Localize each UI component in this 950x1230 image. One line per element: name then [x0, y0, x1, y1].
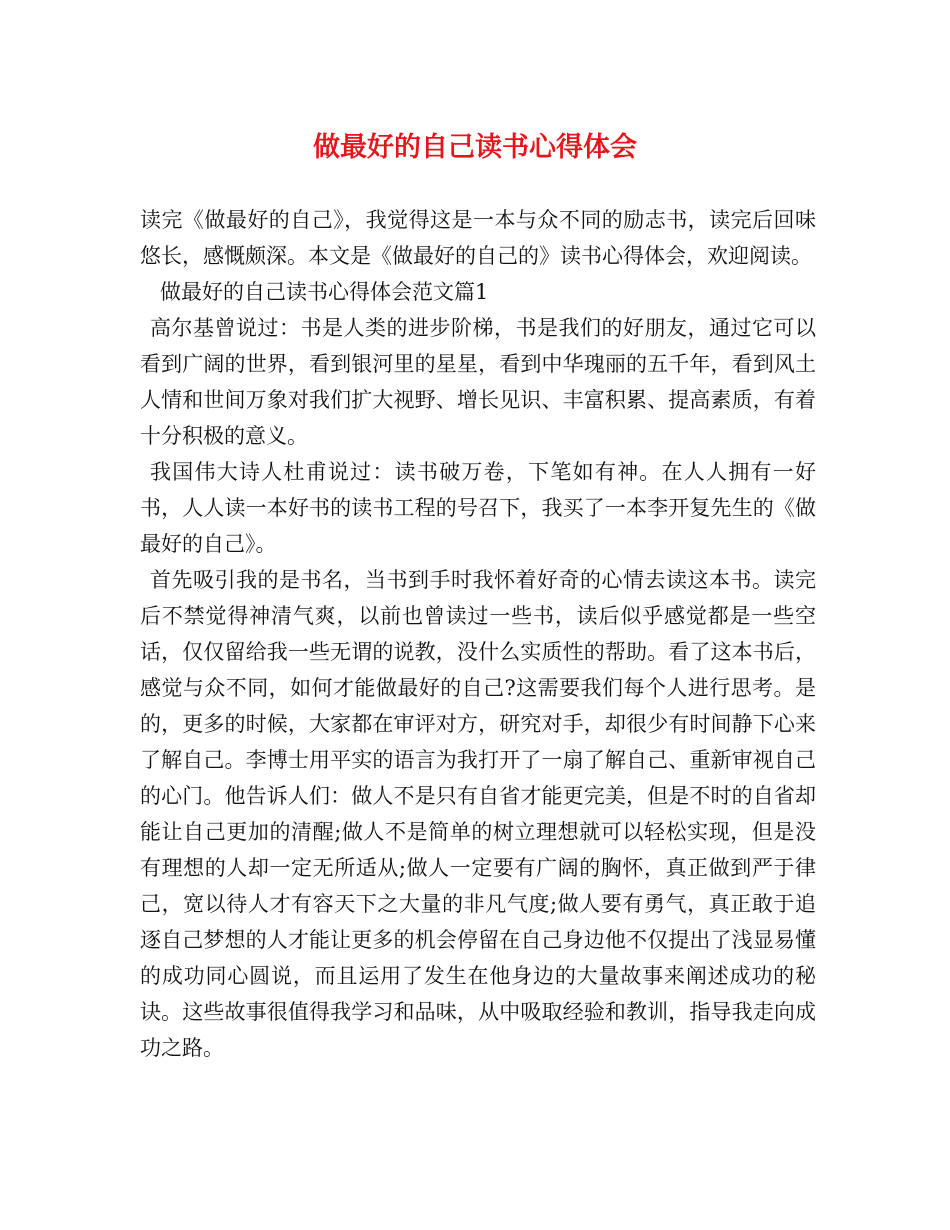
intro-paragraph: 读完《做最好的自己》，我觉得这是一本与众不同的励志书，读完后回味悠长，感慨颇深。本文是《做最好的自己的》读书心得体会，欢迎阅读。: [140, 208, 816, 268]
section-heading: 做最好的自己读书心得体会范文篇1: [160, 280, 489, 304]
paragraph-book-review: 首先吸引我的是书名，当书到手时我怀着好奇的心情去读这本书。读完后不禁觉得神清气爽，以前也曾读过一些书，读后似乎感觉都是一些空话，仅仅留给我一些无谓的说教，没什么实质性的帮助。看了这本书后，感觉与众不同，如何才能做最好的自己?这需要我们每个人进行思考。是的，更多的时候，大家都在审评对方，研究对手，却很少有时间静下心来了解自己。李博士用平实的语言为我打开了一扇了解自己、重新审视自己的心门。他告诉人们：做人不是只有自省才能更完美，但是不时的自省却能让自己更加的清醒;做人不是简单的树立理想就可以轻松实现，但是没有理想的人却一定无所适从;做人一定要有广阔的胸怀，真正做到严于律己，宽以待人才有容天下之大量的非凡气度;做人要有勇气，真正敢于追逐自己梦想的人才能让更多的机会停留在自己身边他不仅提出了浅显易懂的成功同心圆说，而且运用了发生在他身边的大量故事来阐述成功的秘诀。这些故事很值得我学习和品味，从中吸取经验和教训，指导我走向成功之路。: [140, 568, 816, 1060]
paragraph-dufu: 我国伟大诗人杜甫说过：读书破万卷，下笔如有神。在人人拥有一好书，人人读一本好书的读书工程的号召下，我买了一本李开复先生的《做最好的自己》。: [140, 460, 816, 556]
document-body: [140, 202, 816, 1066]
paragraph-gorky: 高尔基曾说过：书是人类的进步阶梯，书是我们的好朋友，通过它可以看到广阔的世界，看到银河里的星星，看到中华瑰丽的五千年，看到风土人情和世间万象对我们扩大视野、增长见识、丰富积累、提高素质，有着十分积极的意义。: [140, 316, 816, 448]
document-title: 做最好的自己读书心得体会: [313, 132, 637, 163]
